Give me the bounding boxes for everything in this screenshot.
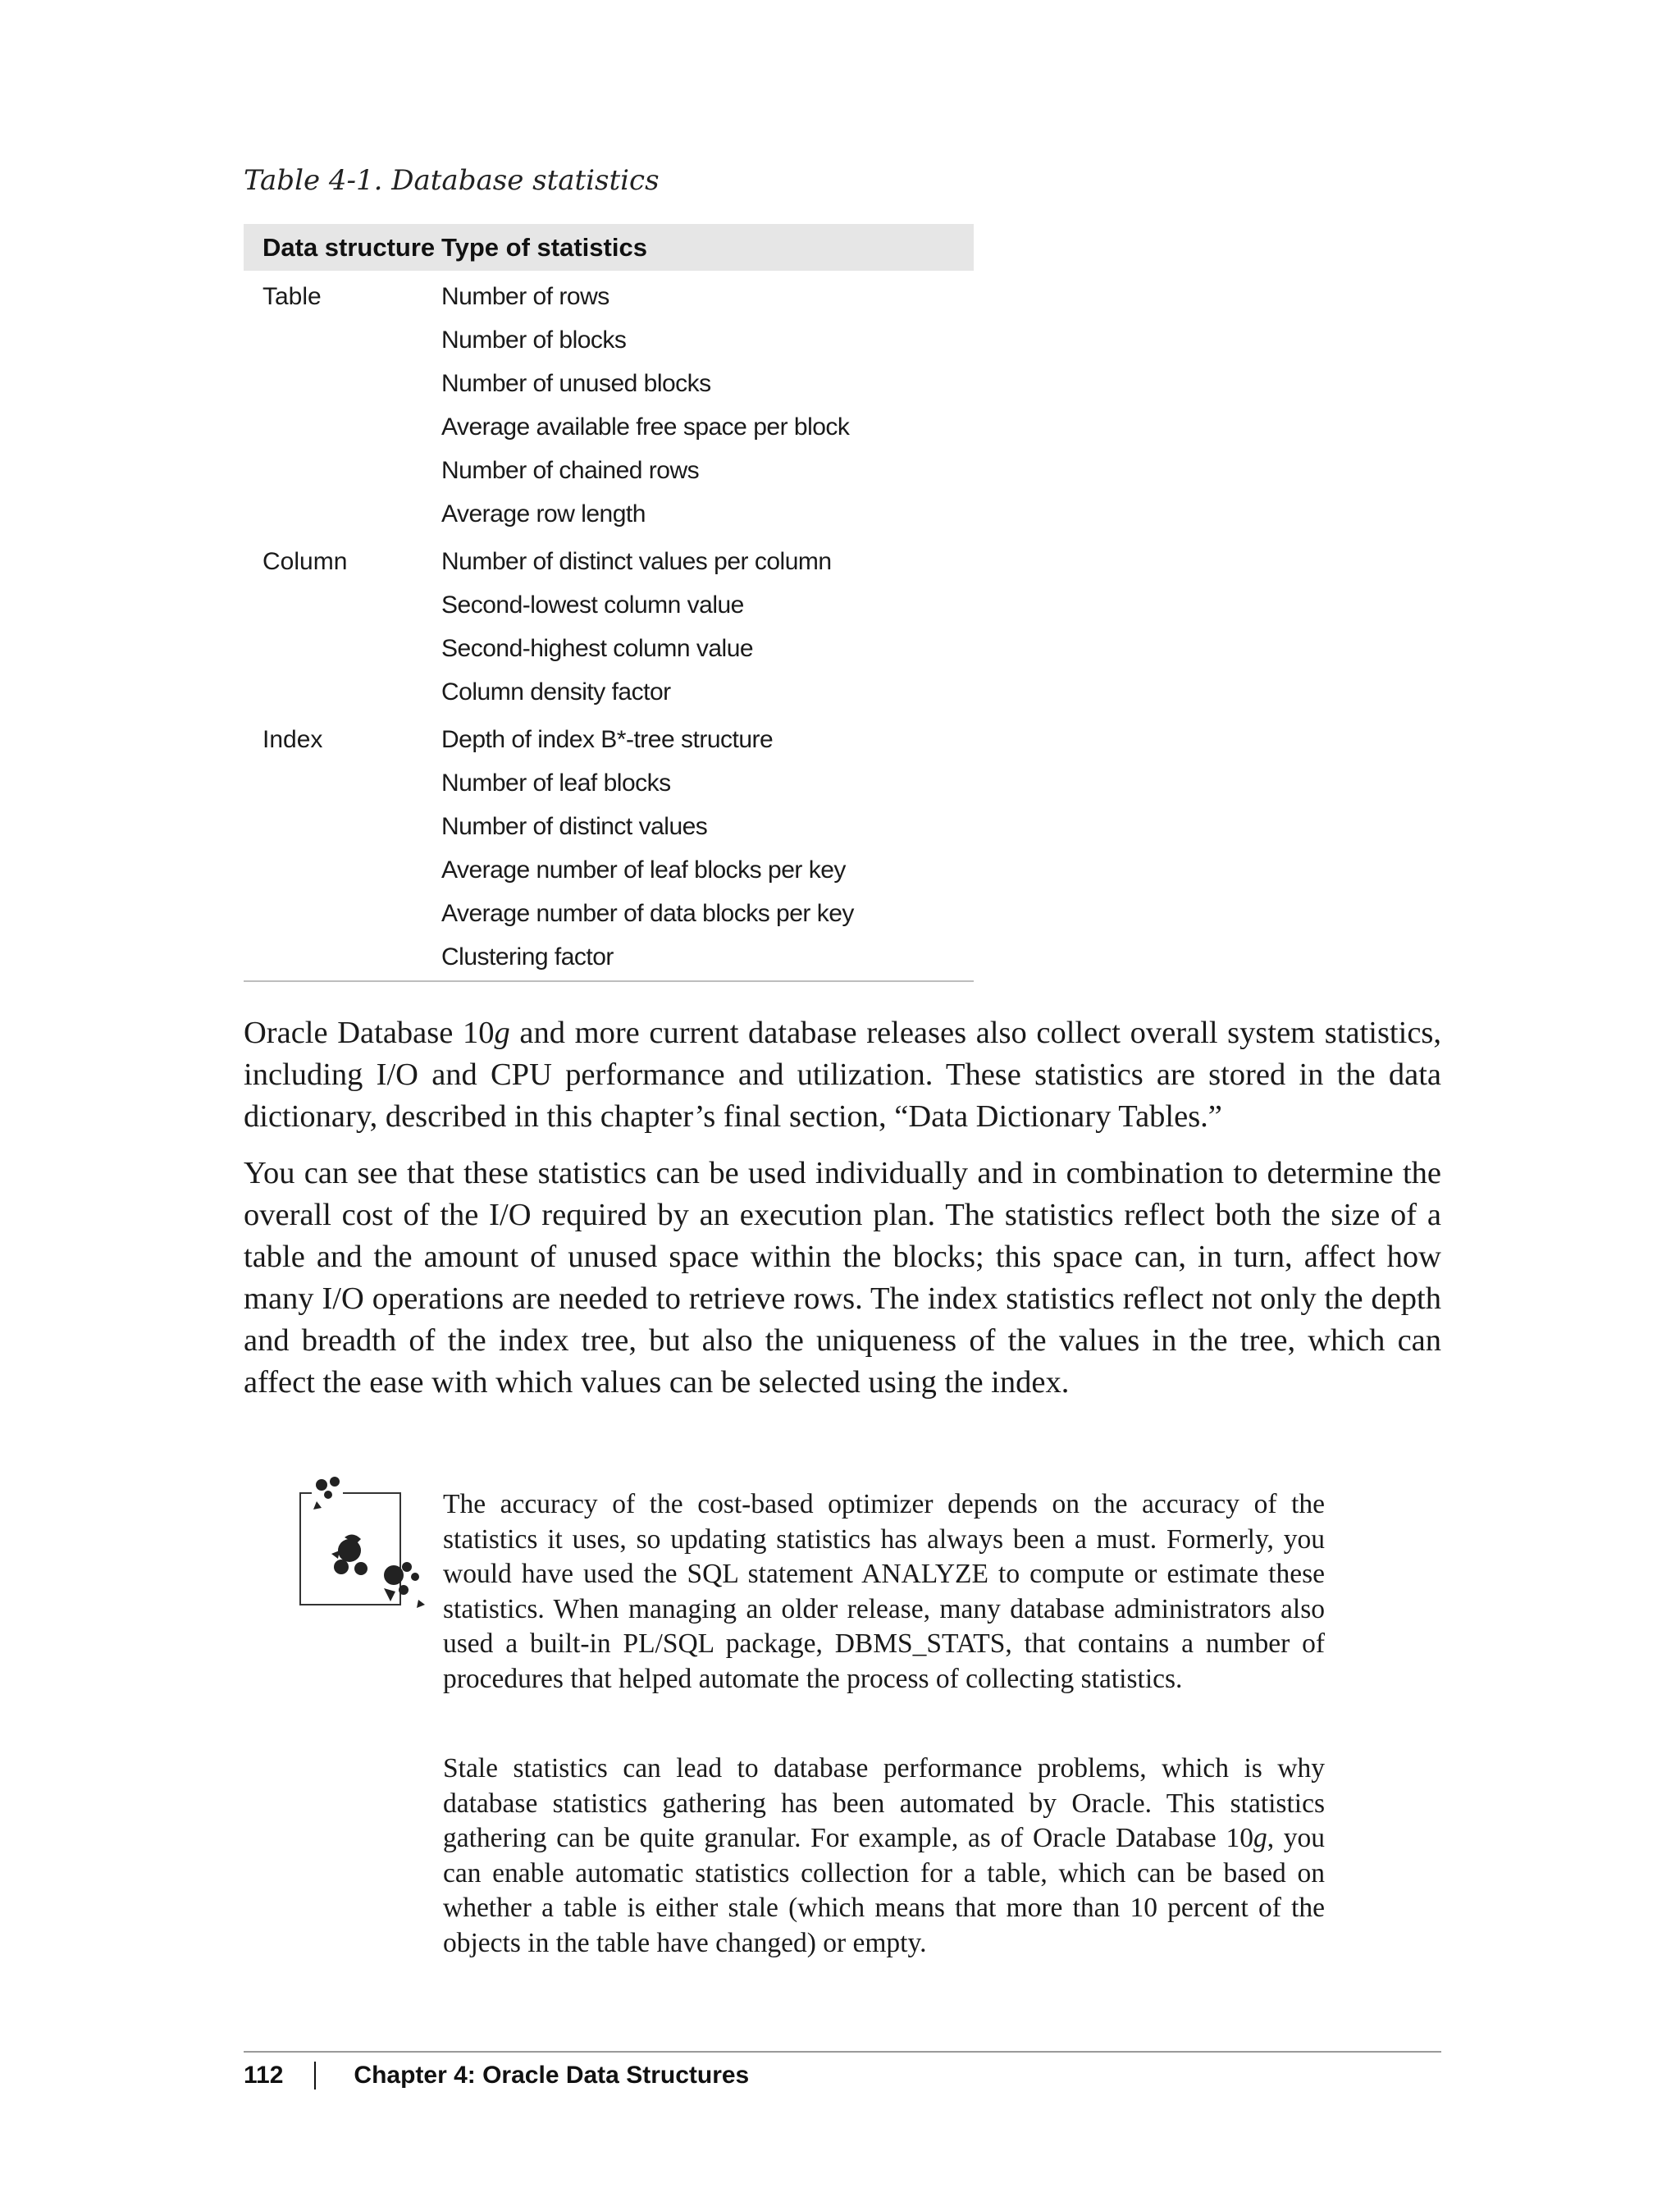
footer-rule [244,2051,1441,2053]
table-caption: Table 4-1. Database statistics [244,164,660,197]
cell-data-structure: Column [262,547,348,575]
note-p2-text-g: g [1253,1823,1267,1853]
cell-data-structure: Index [262,725,323,753]
cell-statistic: Clustering factor [441,943,614,971]
cell-statistic: Number of unused blocks [441,369,711,397]
table-row [244,275,974,318]
table-row [244,848,974,892]
table-row [244,362,974,405]
note-p2-text-b: , you can enable automatic statistics collection for a table, which can be based on whether a table is either stale (which means that more than 10 percent of the objects in the table have changed) or empty. [443,1823,1326,1958]
cell-statistic: Average row length [441,500,646,528]
table-row [244,761,974,805]
table-row [244,935,974,979]
cell-statistic: Number of chained rows [441,456,700,484]
note-paragraph-1: The accuracy of the cost-based optimizer depends on the accuracy of the statistics it uses, so updating statistics has always been a must. Formerly, you would have used the SQL statement ANALYZE to compute or estimate these statistics. When managing an older release, many database administrators also used a built-in PL/SQL package, DBMS_STATS, that contains a number of procedures that helped automate the process of collecting statistics. [443,1489,1325,1694]
header-data-structure: Data structure [262,232,436,262]
cell-statistic: Average available free space per block [441,413,850,441]
cell-statistic: Number of leaf blocks [441,769,671,797]
cell-statistic: Second-lowest column value [441,591,744,619]
table-bottom-rule [244,980,974,982]
cell-statistic: Number of distinct values [441,812,708,840]
table-row [244,583,974,627]
table-row [244,540,974,583]
table-group-index [244,714,974,979]
body-paragraph-2: You can see that these statistics can be used individually and in combination to determine the overall cost of the I/O required by an execution plan. The statistics reflect both the size of a table and the amount of unused space within the blocks; this space can, in turn, affect how many I/O operations are needed to retrieve rows. The index statistics reflect not only the depth and breadth of the index tree, but also the uniqueness of the values in the tree, which can affect the ease with which values can be selected using the index. [244,1156,1441,1400]
cell-statistic: Number of rows [441,282,609,310]
table-group-table [244,271,974,536]
table-header-row [244,224,974,271]
table-row [244,318,974,362]
cell-statistic: Number of distinct values per column [441,547,832,575]
table-row [244,670,974,714]
cell-statistic: Second-highest column value [441,634,754,662]
table-body [244,271,974,979]
table-row [244,892,974,935]
page-number: 112 [244,2062,284,2089]
table-row [244,627,974,670]
table-row [244,449,974,492]
p1-text-g: g [494,1016,510,1050]
table-row [244,718,974,761]
note-paragraph-2 [443,1752,1325,1961]
cell-statistic: Number of blocks [441,326,627,354]
cell-statistic: Depth of index B*-tree structure [441,725,774,753]
scorpion-tip-icon [295,1468,435,1616]
page-footer [244,2062,749,2090]
table-group-column [244,536,974,714]
footer-separator [314,2062,316,2090]
cell-statistic: Average number of leaf blocks per key [441,856,846,884]
cell-data-structure: Table [262,282,322,310]
cell-statistic: Average number of data blocks per key [441,899,854,927]
p1-text-a: Oracle Database 10 [244,1016,495,1050]
p1-text-b: and more current database releases also collect overall system statistics, including I/O and CPU performance and utilization. These statistics are stored in the data dictionary, described in this chapter’s final section, “Data Dictionary Tables.” [244,1016,1442,1134]
cell-statistic: Column density factor [441,678,671,706]
table-row [244,805,974,848]
table-row [244,405,974,449]
body-paragraph-1 [244,1012,1441,1138]
statistics-table [244,224,974,982]
header-type-of-statistics: Type of statistics [441,232,647,262]
table-row [244,492,974,536]
note-p2-text-a: Stale statistics can lead to database performance problems, which is why database statistics gathering has been automated by Oracle. This statistics gathering can be quite granular. For example, as of Oracle Database 10 [443,1753,1325,1853]
chapter-title: Chapter 4: Oracle Data Structures [354,2062,750,2089]
